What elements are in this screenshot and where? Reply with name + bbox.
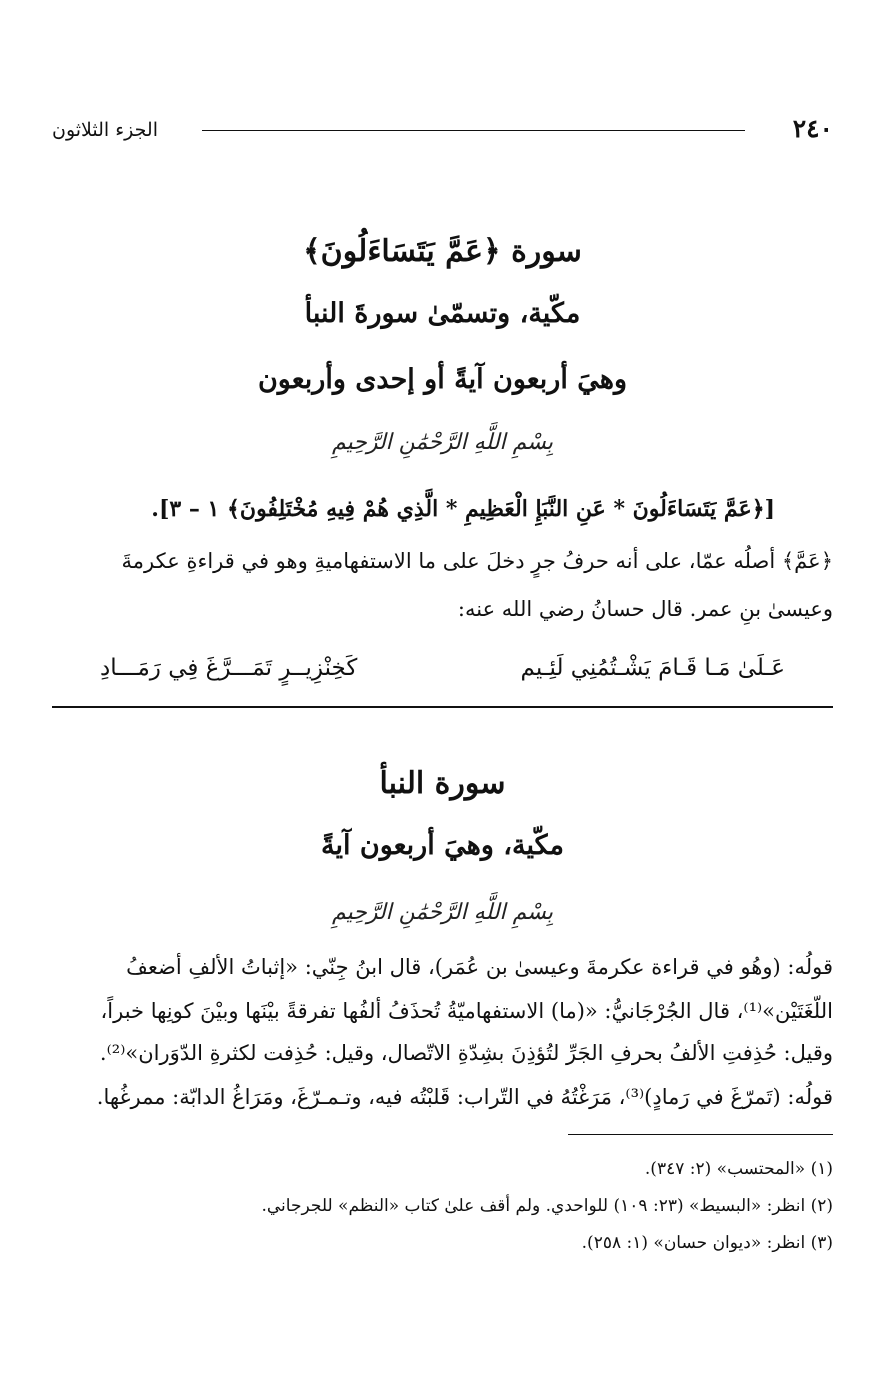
section2-subtitle: مكّية، وهيَ أربعون آيةً xyxy=(320,830,565,861)
surah-subtitle-makkiyya: مكّية، وتسمّىٰ سورةَ النبأ xyxy=(304,298,581,329)
running-title: الجزء الثلاثون xyxy=(52,119,158,141)
gloss-line-2: اللّغَتَيْن»⁽¹⁾، قال الجُرْجَانيُّ: «(ما) الاستفهاميّةُ تُحذَفُ ألفُها تفرقةً بيْنَها وبيْنَ كونِها خبراً، xyxy=(100,999,833,1023)
basmala-ornament: بِسْمِ اللَّهِ الرَّحْمَٰنِ الرَّحِيمِ xyxy=(331,430,554,455)
section-divider xyxy=(52,706,833,708)
quran-verse: [﴿عَمَّ يَتَسَاءَلُونَ * عَنِ النَّبَإِ الْعَظِيمِ * الَّذِي هُمْ فِيهِ مُخْتَلِفُونَ﴾ ١ – ٣]. xyxy=(151,496,775,522)
poetry-verse xyxy=(100,648,785,688)
basmala-ornament-2: بِسْمِ اللَّهِ الرَّحْمَٰنِ الرَّحِيمِ xyxy=(331,900,554,925)
section2-title: سورة النبأ xyxy=(379,766,506,801)
surah-title: سورة ﴿عَمَّ يَتَسَاءَلُونَ﴾ xyxy=(303,234,582,269)
gloss-line-3: وقيل: حُذِفتِ الألفُ بحرفِ الجَرِّ لتُؤذِنَ بشِدّةِ الاتّصال، وقيل: حُذِفت لكثرةِ الدّوَران»⁽²⁾. xyxy=(99,1041,833,1065)
header-rule xyxy=(202,130,745,131)
running-header xyxy=(52,112,833,148)
commentary-line-2: وعيسىٰ بنِ عمر. قال حسانُ رضي الله عنه: xyxy=(457,597,833,621)
commentary-line-1: ﴿عَمَّ﴾ أصلُه عمّا، على أنه حرفُ جرٍ دخلَ على ما الاستفهاميةِ وهو في قراءةِ عكرمةَ xyxy=(121,549,833,573)
footnote-2: (٢) انظر: «البسيط» (٢٣: ١٠٩) للواحدي. ولم أقف علىٰ كتاب «النظم» للجرجاني. xyxy=(261,1196,833,1216)
footnote-3: (٣) انظر: «ديوان حسان» (١: ٢٥٨). xyxy=(581,1233,833,1253)
gloss-line-1: قولُه: (وهُو في قراءة عكرمةَ وعيسىٰ بن عُمَر)، قال ابنُ جِنّي: «إثباتُ الألفِ أضعفُ xyxy=(126,955,833,979)
poem-second-hemistich: كَخِنْزِيــرٍ تَمَـــرَّغَ فِي رَمَـــادِ xyxy=(100,655,358,681)
footnote-rule xyxy=(568,1134,833,1135)
page-number: ٢٤٠ xyxy=(792,114,833,143)
footnote-1: (١) «المحتسب» (٢: ٣٤٧). xyxy=(644,1159,833,1179)
poem-first-hemistich: عَـلَىٰ مَـا قَـامَ يَشْـتُمُنِي لَئِـيم xyxy=(520,655,785,681)
surah-subtitle-verse-count: وهيَ أربعون آيةً أو إحدى وأربعون xyxy=(257,364,628,395)
gloss-line-4: قولُه: (تَمرّغَ في رَمادٍ)⁽³⁾، مَرَغْتُهُ في التّراب: قَلبْتُه فيه، وتـمـرّغَ، ومَرَاغُ الدابّة: ممرغُها. xyxy=(96,1085,833,1109)
